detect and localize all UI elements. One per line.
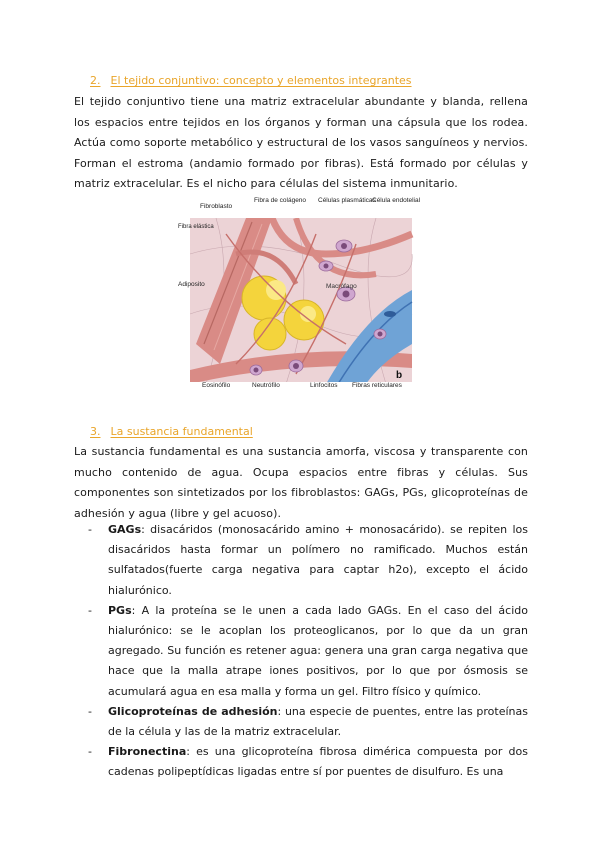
- section-3-heading: [90, 425, 253, 438]
- term-glicoproteinas: Glicoproteínas de adhesión: [108, 704, 278, 718]
- bullet-marker: -: [88, 523, 92, 536]
- desc-fibronectina: : es una glicoproteína fibrosa dimérica compuesta por dos cadenas polipeptídicas ligadas entre sí por puentes de disulfuro. Es una: [108, 745, 528, 779]
- label-fibras-reticulares: Fibras reticulares: [352, 382, 402, 389]
- term-pgs: PGs: [108, 603, 132, 617]
- label-macrofago: Macrófago: [326, 283, 357, 290]
- section-3-number: 3.: [90, 425, 101, 438]
- bullet-marker: -: [88, 745, 92, 759]
- label-celulas-plasmaticas: Células plasmáticas: [318, 197, 376, 204]
- tissue-diagram: [176, 194, 421, 389]
- bullet-marker: -: [88, 603, 92, 617]
- label-eosinofilo: Eosinófilo: [202, 382, 231, 389]
- section-2-title: El tejido conjuntivo: concepto y elementos integrantes: [110, 74, 412, 87]
- section-2-number: 2.: [90, 74, 101, 87]
- section-2-heading: [90, 74, 412, 87]
- bullet-marker: -: [88, 704, 92, 718]
- list-item-pgs: [88, 601, 528, 702]
- desc-gags: : disacáridos (monosacárido amino + monosacárido). se repiten los disacáridos hasta formar un polímero no ramificado. Muchos están sulfatados(fuerte carga negativa para captar h2o), excepto el ácido hialurónico.: [108, 523, 528, 597]
- panel-letter: b: [396, 370, 403, 381]
- desc-pgs: : A la proteína se le unen a cada lado GAGs. En el caso del ácido hialurónico: se le acoplan los proteoglicanos, por lo que da un gran agregado. Su función es retener agua: genera una gran carga negativa que hace que la malla atrape iones positivos, por lo que por ósmosis se acumulará agua en esa malla y forma un gel. Filtro físico y químico.: [108, 603, 528, 698]
- components-list: [88, 520, 528, 783]
- list-item-glicoproteinas: [88, 702, 528, 742]
- list-item-fibronectina: [88, 742, 528, 782]
- label-adiposito: Adiposito: [178, 281, 205, 288]
- label-linfocitos: Linfocitos: [310, 382, 338, 389]
- connective-tissue-illustration: [176, 194, 421, 389]
- label-neutrofilo: Neutrófilo: [252, 382, 280, 389]
- label-fibra-elastica: Fibra elástica: [178, 224, 214, 230]
- label-fibra-colageno: Fibra de colágeno: [254, 197, 307, 204]
- list-item-gags: [88, 520, 528, 601]
- label-fibroblasto: Fibroblasto: [200, 203, 233, 210]
- term-fibronectina: Fibronectina: [108, 745, 187, 759]
- term-gags: GAGs: [108, 523, 142, 536]
- section-3-title: La sustancia fundamental: [110, 425, 253, 438]
- section-3-paragraph: La sustancia fundamental es una sustancia amorfa, viscosa y transparente con mucho contenido de agua. Ocupa espacios entre fibras y células. Sus componentes son sintetizados por los fibroblastos: GAGs, PGs, glicoproteínas de adhesión y agua (libre y gel acuoso).: [74, 445, 528, 520]
- desc-glicoproteinas: : una especie de puentes, entre las proteínas de la célula y las de la matriz extracelular.: [108, 704, 528, 739]
- section-2-paragraph: El tejido conjuntivo tiene una matriz extracelular abundante y blanda, rellena los espacios entre tejidos en los órganos y forman una cápsula que los rodea. Actúa como soporte metabólico y estructural de los vasos sanguíneos y nervios. Forman el estroma (andamio formado por fibras). Está formado por células y matriz extracelular. Es el nicho para células del sistema inmunitario.: [74, 95, 528, 190]
- label-celula-endotelial: Célula endotelial: [372, 197, 421, 204]
